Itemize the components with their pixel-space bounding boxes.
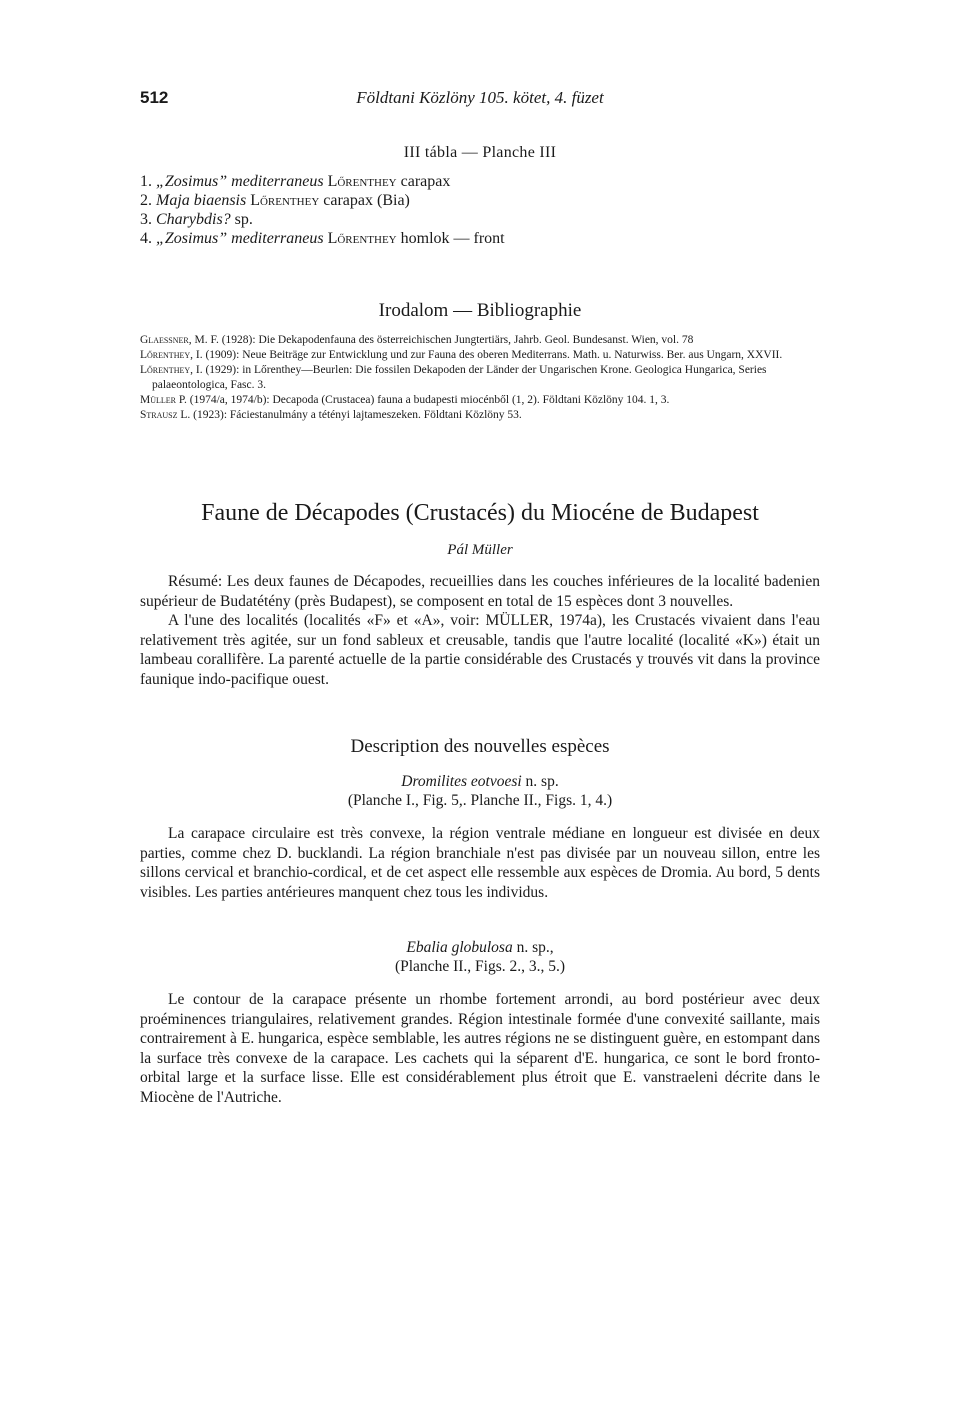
reference-item xyxy=(140,348,820,363)
species-description: Le contour de la carapace présente un rhombe fortement arrondi, au bord postérieur avec deux proéminences triangulaires, relativement grandes. Région intestinale formée d'une convexité saillante, mais contrairement à E. hungarica, espèce semblable, les autres régions ne se distinguent guère, en estompant dans la surface très convexe de la carapace. Les cachets qui la séparent d'E. hungarica, ce sont le bord fronto-orbital large et la surface lisse. Elle est considérablement plus étroit que E. vanstraeleni décrite dans le Miocène de l'Autriche. xyxy=(140,991,820,1106)
reference-text: (1928): Die Dekapodenfauna des österreichischen Jungtertiärs, Jahrb. Geol. Bundesanst. Wien, vol. 78 xyxy=(221,334,694,346)
plate-item-number: 1. xyxy=(140,173,152,190)
plate-item xyxy=(140,172,820,191)
reference-item xyxy=(140,408,820,423)
plate-item-species: Maja biaensis xyxy=(156,192,247,209)
reference-author: Lőrenthey, I. xyxy=(140,349,203,361)
reference-text: (1974/a, 1974/b): Decapoda (Crustacea) fauna a budapesti miocénből (1, 2). Földtani Közlöny 104. 1, 3. xyxy=(189,394,670,406)
species-rank: n. sp. xyxy=(525,773,559,790)
bibliography-title: Irodalom — Bibliographie xyxy=(378,300,582,321)
plate-item-desc: carapax (Bia) xyxy=(323,192,410,209)
journal-title: Földtani Közlöny 105. kötet, 4. füzet xyxy=(356,88,604,107)
plate-item-author: Lőrenthey xyxy=(327,230,397,247)
species-plate-ref: (Planche II., Figs. 2., 3., 5.) xyxy=(394,958,566,975)
species-description: La carapace circulaire est très convexe, la région ventrale médiane en longueur est divisée en deux parties, comme chez D. bucklandi. La région branchiale n'est pas divisée par un nouveau sillon, entre les sillons cervical et branchio-cordical, et de cet aspect elle ressemble aux espèces de Dromia. Au bord, 5 dents visibles. Les parties antérieures manquent chez tous les individus. xyxy=(140,825,820,901)
bibliography-list xyxy=(140,333,820,423)
reference-author: Lőrenthey, I. xyxy=(140,364,203,376)
resume-paragraph: Résumé: Les deux faunes de Décapodes, recueillies dans les couches inférieures de la localité badenien supérieur de Budatétény (près Budapest), se composent en total de 15 espèces dont 3 nouvelles. xyxy=(140,573,820,610)
plate-item-number: 4. xyxy=(140,230,152,247)
species-heading xyxy=(140,938,820,976)
species-rank: n. sp., xyxy=(516,939,554,956)
reference-text: (1923): Fáciestanulmány a tétényi lajtameszeken. Földtani Közlöny 53. xyxy=(193,409,522,421)
reference-text: (1909): Neue Beiträge zur Entwicklung und zur Fauna des oberen Mediterrans. Math. u. Naturwiss. Ber. aus Ungarn, XXVII. xyxy=(205,349,783,361)
plate-item-species: „Zosimus” mediterraneus xyxy=(156,230,324,247)
reference-author: Müller P. xyxy=(140,394,187,406)
resume-paragraph: A l'une des localités (localités «F» et «A», voir: MÜLLER, 1974a), les Crustacés vivaient dans l'eau relativement très agitée, sur un fond sableux et creusable, tandis que l'autre localité (localité «K») était un lambeau corallifère. La parenté actuelle de la partie considérable des Crustacés y trouvés vit dans la province faunique indo-pacifique ouest. xyxy=(140,612,820,688)
plate-item-author: Lőrenthey xyxy=(250,192,320,209)
plate-title: III tábla — Planche III xyxy=(403,144,557,161)
reference-item xyxy=(140,393,820,408)
article-title: Faune de Décapodes (Crustacés) du Miocéne de Budapest xyxy=(201,500,759,526)
species-name: Ebalia globulosa xyxy=(406,939,513,956)
species-plate-ref: (Planche I., Fig. 5,. Planche II., Figs. 1, 4.) xyxy=(347,792,613,809)
plate-item-number: 3. xyxy=(140,211,152,228)
plate-item-author: Lőrenthey xyxy=(327,173,397,190)
plate-item-number: 2. xyxy=(140,192,152,209)
plate-item-desc: homlok — front xyxy=(400,230,505,247)
reference-author: Glaessner, M. F. xyxy=(140,334,219,346)
plate-item xyxy=(140,210,820,229)
plate-item-desc: carapax xyxy=(400,173,451,190)
resume-section xyxy=(140,572,820,689)
reference-item xyxy=(140,363,820,393)
page-number: 512 xyxy=(140,88,169,107)
reference-author: Strausz L. xyxy=(140,409,191,421)
plate-item xyxy=(140,191,820,210)
plate-item xyxy=(140,229,820,248)
section-title: Description des nouvelles espèces xyxy=(350,736,610,757)
species-heading xyxy=(140,772,820,810)
reference-text: (1929): in Lőrenthey—Beurlen: Die fossilen Dekapoden der Länder der Ungarischen Krone. Geologica Hungarica, Series palaeontologica, Fasc. 3. xyxy=(152,364,767,391)
plate-caption xyxy=(140,143,820,248)
plate-item-species: Charybdis? xyxy=(156,211,231,228)
species-name: Dromilites eotvoesi xyxy=(401,773,522,790)
article-author: Pál Müller xyxy=(447,542,513,558)
plate-item-species: „Zosimus” mediterraneus xyxy=(156,173,324,190)
plate-item-desc: sp. xyxy=(234,211,253,228)
reference-item xyxy=(140,333,820,348)
page-header xyxy=(140,88,820,114)
